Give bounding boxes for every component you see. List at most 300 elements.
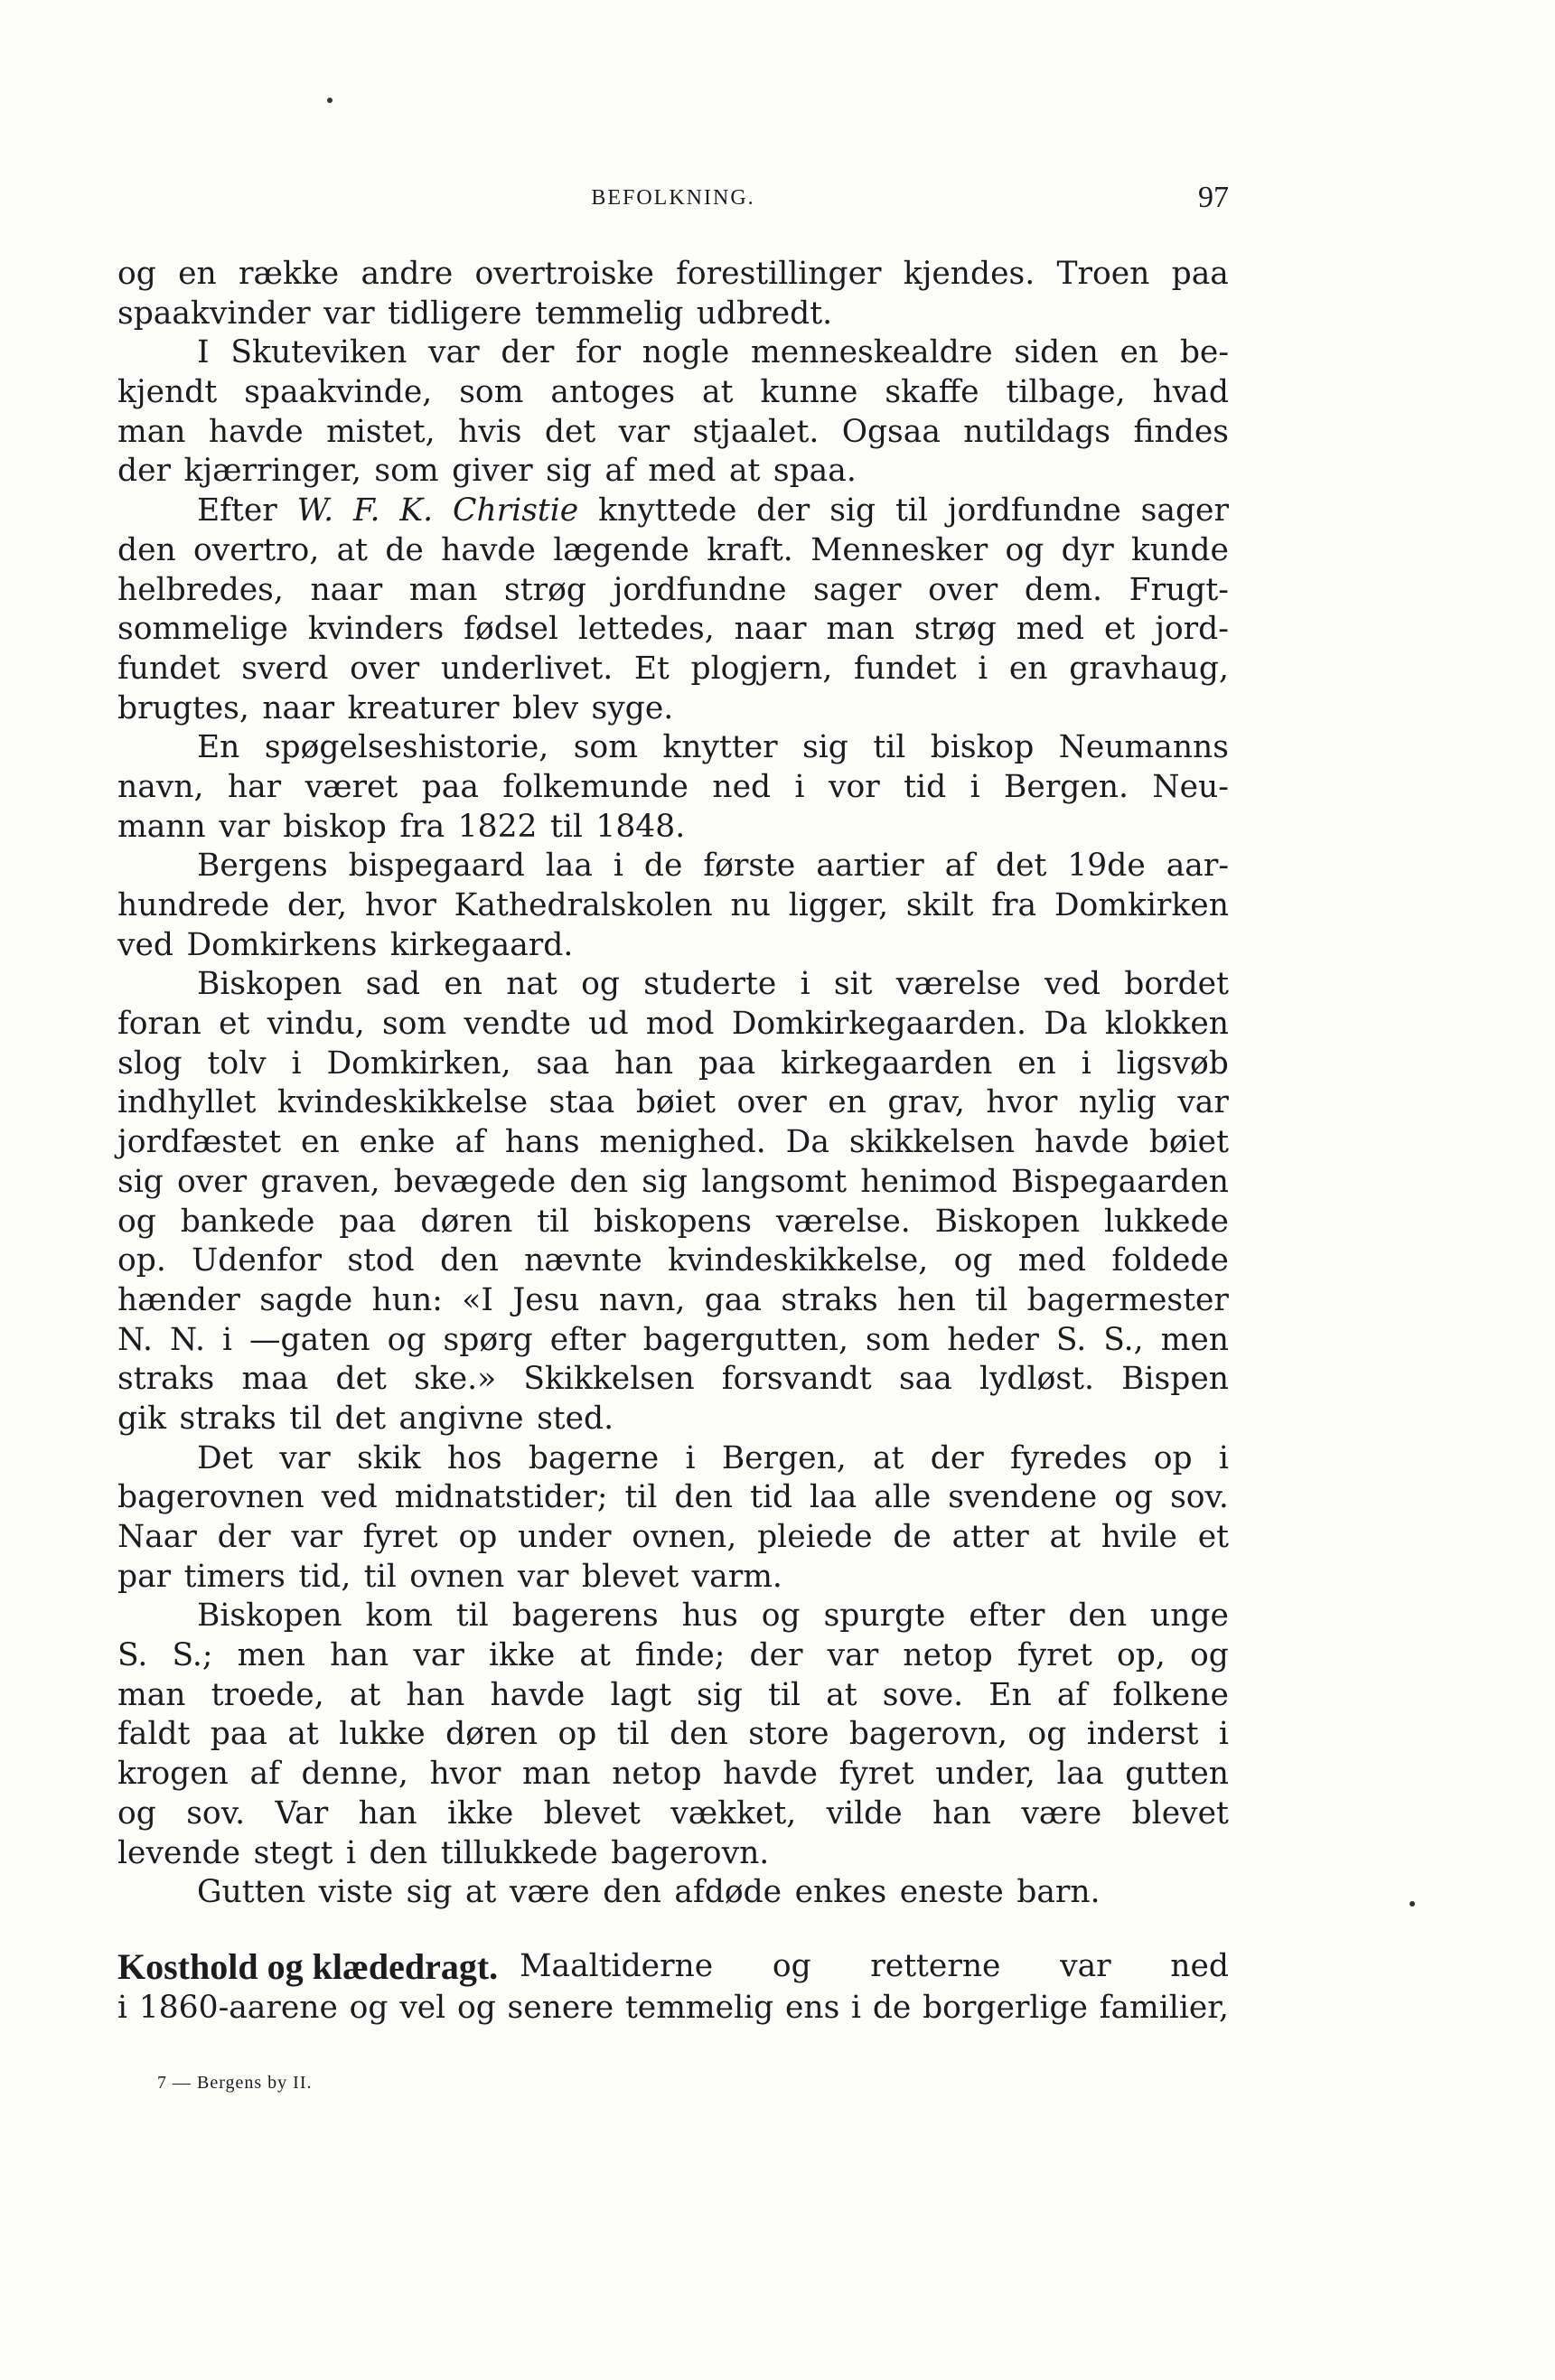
word: Efter	[197, 492, 277, 529]
word: vel	[399, 1989, 446, 2026]
word: sagde	[259, 1281, 353, 1318]
word: sig	[697, 1676, 743, 1713]
word: syge.	[591, 689, 674, 726]
word: naar	[734, 611, 807, 648]
word: sager	[813, 571, 902, 608]
word: S.;	[172, 1637, 213, 1674]
word: Christie	[453, 492, 579, 529]
word: stegt	[253, 1834, 333, 1871]
word: foran	[117, 1006, 201, 1043]
word: Bergens	[197, 848, 328, 885]
word: Var	[275, 1794, 329, 1832]
word: par	[117, 1558, 172, 1595]
word: tilbage,	[1006, 374, 1126, 411]
word: hen	[897, 1281, 956, 1318]
word: mistet,	[326, 413, 436, 450]
word: Naar	[117, 1519, 197, 1555]
word: lægende	[553, 531, 689, 568]
word: at	[873, 1439, 904, 1476]
word: spaa.	[773, 453, 857, 490]
text-line	[117, 1518, 1229, 1558]
text-line	[117, 1794, 1229, 1834]
word: heder	[947, 1321, 1039, 1358]
word: Udenfor	[192, 1242, 322, 1279]
word: vor	[828, 768, 880, 805]
word: den	[674, 1479, 734, 1516]
word: kvindeskikkelse,	[668, 1242, 929, 1279]
word: været	[304, 768, 398, 805]
word: til	[363, 1558, 397, 1595]
word: paa	[698, 1045, 756, 1082]
word: og	[761, 1598, 801, 1635]
word: og	[1005, 531, 1044, 568]
word: at	[826, 1676, 857, 1713]
text-line	[117, 650, 1229, 689]
word: de	[643, 848, 683, 885]
word: og	[1190, 1637, 1229, 1674]
text-line	[117, 1360, 1229, 1400]
word: op,	[1117, 1637, 1166, 1674]
word: Domkirken	[1054, 887, 1229, 923]
word: en	[1017, 1045, 1056, 1082]
word: var	[219, 808, 270, 845]
word: i	[1218, 1716, 1229, 1753]
word: den	[603, 1874, 661, 1911]
text-line	[117, 492, 1229, 531]
word: fyret	[838, 1756, 914, 1793]
word: den	[1068, 1598, 1128, 1635]
word: i	[800, 966, 810, 1003]
word: nutildags	[963, 413, 1111, 450]
word: plogjern,	[690, 650, 833, 687]
word: gutten	[1125, 1756, 1229, 1793]
word: kunde	[1131, 531, 1229, 568]
text-line	[117, 1242, 1229, 1281]
word: Neumanns	[1058, 729, 1229, 766]
word: var	[279, 1439, 331, 1476]
word: foldede	[1111, 1242, 1229, 1279]
word: sig	[829, 492, 876, 529]
word: store	[748, 1716, 829, 1753]
word: I	[197, 334, 210, 371]
word: nat	[506, 966, 557, 1003]
word: døren	[445, 1716, 539, 1753]
text-line	[117, 847, 1229, 886]
word: eneste	[899, 1874, 1004, 1911]
word: han	[358, 1794, 417, 1832]
word: jordfundne	[947, 492, 1121, 529]
word: kjendes.	[903, 256, 1035, 292]
word: sit	[833, 966, 873, 1003]
word: at	[464, 1874, 497, 1911]
text-line	[117, 295, 1229, 334]
word: kvindeskikkelse	[276, 1084, 529, 1121]
word: ske.»	[414, 1361, 497, 1398]
word: forsvandt	[721, 1361, 872, 1398]
word: det	[335, 1361, 387, 1398]
text-line	[117, 413, 1229, 453]
text-line	[117, 1321, 1229, 1361]
word: havde	[490, 1676, 585, 1713]
text-line	[117, 333, 1229, 373]
word: at	[336, 531, 369, 568]
word: sig	[406, 1874, 453, 1911]
word: en	[178, 256, 217, 292]
word: enke	[359, 1124, 436, 1161]
word: graven,	[260, 1163, 380, 1200]
word: var	[291, 1519, 342, 1555]
word: sig	[802, 729, 848, 766]
word: hvor	[364, 887, 436, 923]
word: som	[374, 453, 439, 490]
word: levende	[117, 1834, 241, 1871]
word: antoges	[550, 374, 676, 411]
word: være	[1021, 1794, 1102, 1832]
word: grav,	[887, 1084, 965, 1121]
word: til	[895, 492, 928, 529]
word: underlivet.	[440, 650, 614, 687]
word: paa	[339, 1203, 397, 1240]
word: varm.	[691, 1558, 782, 1595]
text-line	[117, 1400, 1229, 1439]
word: barn.	[1016, 1874, 1101, 1911]
word: skik	[357, 1439, 421, 1476]
word: «I	[462, 1281, 493, 1318]
word: temmelig	[535, 295, 684, 332]
word: folkene	[1112, 1676, 1229, 1713]
paragraph	[117, 847, 1229, 965]
word: Ogsaa	[841, 413, 941, 450]
word: K.	[399, 492, 434, 529]
word: overtroiske	[474, 256, 654, 292]
word: over	[176, 1163, 248, 1200]
word: og	[581, 966, 621, 1003]
word: havde	[441, 531, 536, 568]
word: som	[381, 1006, 447, 1043]
body-text	[117, 255, 1229, 2029]
word: af	[944, 848, 976, 885]
text-line	[117, 1045, 1229, 1084]
word: og	[349, 1989, 389, 2026]
word: nu	[730, 887, 771, 923]
word: paa	[1171, 256, 1229, 292]
text-line	[117, 1281, 1229, 1321]
text-line	[117, 1715, 1229, 1755]
word: hvor	[429, 1756, 501, 1793]
word: —gaten	[249, 1321, 370, 1358]
word: til	[455, 1598, 489, 1635]
word: gik	[117, 1400, 167, 1437]
word: havde	[208, 413, 304, 450]
word: udbredt.	[696, 295, 833, 332]
word: et	[1103, 611, 1136, 648]
word: var	[323, 295, 375, 332]
word: bagermester	[1026, 1281, 1229, 1318]
word: med	[1017, 1242, 1087, 1279]
word: at	[579, 1637, 611, 1674]
word: 19de	[1067, 848, 1146, 885]
word: fyret	[1016, 1637, 1092, 1674]
word: hvile	[1101, 1519, 1177, 1555]
word: Da	[785, 1124, 829, 1161]
text-line	[117, 926, 1229, 966]
word: til	[873, 729, 906, 766]
word: bispegaard	[348, 848, 525, 885]
word: han	[330, 1637, 389, 1674]
word: svendene	[948, 1479, 1098, 1516]
word: til	[289, 1400, 323, 1437]
word: at	[1049, 1519, 1081, 1555]
word: straks	[179, 1400, 276, 1437]
running-head: BEFOLKNING.	[591, 186, 755, 210]
word: var	[428, 334, 480, 371]
footer-signature: 7 — Bergens by II.	[157, 2073, 313, 2093]
word: straks	[117, 1361, 215, 1398]
word: bagerovn,	[848, 1716, 1008, 1753]
paragraph	[117, 1873, 1229, 1913]
word: Biskopen	[934, 1203, 1081, 1240]
word: Gutten	[197, 1874, 306, 1911]
word: har	[227, 768, 282, 805]
word: Bergen.	[1004, 768, 1129, 805]
word: laa	[810, 1479, 857, 1516]
text-line	[117, 1005, 1229, 1045]
word: af	[604, 453, 635, 490]
word: ikke	[446, 1794, 514, 1832]
word: langsomt	[701, 1163, 848, 1200]
word: hænder	[117, 1281, 240, 1318]
word: andre	[361, 256, 454, 292]
word: mann	[117, 808, 206, 845]
word: netop	[903, 1637, 993, 1674]
word: var	[1060, 1947, 1111, 1984]
word: vendte	[464, 1006, 571, 1043]
word: bankede	[180, 1203, 315, 1240]
word: ligsvøb	[1116, 1045, 1229, 1082]
word: krogen	[117, 1756, 229, 1793]
word: op.	[117, 1242, 166, 1279]
word: paa	[421, 768, 479, 805]
word: op	[557, 1716, 597, 1753]
word: der	[756, 492, 810, 529]
text-line	[117, 1597, 1229, 1636]
paragraph	[117, 1439, 1229, 1598]
word: jord-	[1155, 611, 1229, 648]
word: bøiet	[635, 1084, 717, 1121]
paragraph	[117, 333, 1229, 492]
word: S.,	[1103, 1321, 1144, 1358]
word: af	[249, 1756, 280, 1793]
word: værelse	[895, 966, 1021, 1003]
word: bordet	[1124, 966, 1229, 1003]
word: ovnen,	[632, 1519, 737, 1555]
word: havde	[1035, 1124, 1129, 1161]
word: nævnte	[524, 1242, 642, 1279]
word: som	[459, 374, 524, 411]
word: gravhaug,	[1069, 650, 1229, 687]
word: overtro,	[193, 531, 320, 568]
word: være	[509, 1874, 590, 1911]
word: bagergutten,	[642, 1321, 848, 1358]
word: Domkirken,	[326, 1045, 511, 1082]
word: og	[456, 1989, 496, 2026]
word: man	[826, 611, 895, 648]
word: senere	[507, 1989, 614, 2026]
word: et	[219, 1006, 250, 1043]
word: viste	[318, 1874, 394, 1911]
text-line	[117, 452, 1229, 492]
word: staa	[548, 1084, 615, 1121]
word: det	[996, 848, 1047, 885]
word: op	[1153, 1439, 1193, 1476]
word: han	[614, 1045, 674, 1082]
word: blevet	[1131, 1794, 1229, 1832]
word: jordfæstet	[117, 1124, 282, 1161]
text-line	[117, 965, 1229, 1005]
word: at	[728, 453, 761, 490]
word: skikkelsen	[848, 1124, 1016, 1161]
word: Bergen,	[721, 1439, 847, 1476]
word: til	[616, 1716, 650, 1753]
word: man	[522, 1756, 591, 1793]
word: Skikkelsen	[523, 1361, 695, 1398]
word: straks	[781, 1281, 878, 1318]
word: tid,	[298, 1558, 351, 1595]
print-speck	[327, 98, 333, 103]
word: som	[866, 1321, 931, 1358]
word: hun:	[371, 1281, 443, 1318]
word: bevægede	[393, 1163, 557, 1200]
word: og	[387, 1321, 426, 1358]
word: naar	[310, 571, 383, 608]
word: kom	[365, 1598, 433, 1635]
word: hos	[446, 1439, 502, 1476]
word: døren	[420, 1203, 513, 1240]
word: der	[749, 1637, 803, 1674]
word: S.	[117, 1637, 148, 1674]
word: ved	[1044, 966, 1101, 1003]
word: folkemunde	[502, 768, 689, 805]
word: blev	[512, 689, 579, 726]
word: menighed.	[599, 1124, 766, 1161]
word: studerte	[643, 966, 777, 1003]
text-line	[117, 610, 1229, 650]
text-line	[117, 886, 1229, 926]
word: i	[346, 1834, 357, 1871]
word: bagerovnen	[117, 1479, 304, 1516]
word: spaakvinde,	[244, 374, 433, 411]
word: efter	[549, 1321, 626, 1358]
word: over	[350, 650, 420, 687]
word: fra	[991, 887, 1037, 923]
text-line	[117, 531, 1229, 571]
word: sov.	[1170, 1479, 1229, 1516]
text-line	[117, 808, 1229, 848]
word: kjendt	[117, 374, 218, 411]
word: tid	[904, 768, 947, 805]
word: i	[117, 1989, 128, 2026]
word: Frugt-	[1129, 571, 1229, 608]
word: be-	[1179, 334, 1229, 371]
paragraph	[117, 255, 1229, 333]
word: S.	[1055, 1321, 1087, 1358]
word: sig	[642, 1163, 689, 1200]
word: som	[573, 729, 638, 766]
word: af	[454, 1124, 485, 1161]
word: fyredes	[1010, 1439, 1128, 1476]
word: men	[237, 1637, 306, 1674]
word: fødsel	[464, 611, 558, 648]
word: over	[928, 571, 998, 608]
word: biskopens	[594, 1203, 752, 1240]
word: at	[702, 374, 734, 411]
word: de	[385, 531, 424, 568]
word: 1860-aarene	[138, 1989, 338, 2026]
word: hus	[681, 1598, 738, 1635]
word: kirkegaard.	[389, 926, 574, 963]
word: timers	[183, 1558, 286, 1595]
word: med	[1016, 611, 1085, 648]
paragraphs-container	[117, 255, 1229, 1913]
word: hundrede	[117, 887, 270, 923]
word: paa	[210, 1716, 267, 1753]
word: menneskealdre	[751, 334, 993, 371]
word: navn,	[598, 1281, 686, 1318]
word: indhyllet	[117, 1084, 257, 1121]
word: lukkede	[1103, 1203, 1229, 1240]
word: skilt	[905, 887, 974, 923]
word: af	[1056, 1676, 1088, 1713]
word: nogle	[642, 334, 730, 371]
word: i	[851, 1989, 862, 2026]
word: spaakvinder	[117, 295, 311, 332]
word: hans	[504, 1124, 580, 1161]
page-number: 97	[1198, 181, 1229, 214]
word: kvinders	[307, 611, 445, 648]
word: sig	[546, 453, 592, 490]
word: Domkirkens	[186, 926, 378, 963]
word: Bispen	[1121, 1361, 1229, 1398]
word: det	[334, 1400, 387, 1437]
word: aar-	[1166, 848, 1229, 885]
text-line	[117, 1873, 1229, 1913]
word: fundet	[117, 650, 220, 687]
word: og	[1114, 1479, 1154, 1516]
word: vindu,	[267, 1006, 365, 1043]
word: og	[953, 1242, 993, 1279]
word: tolv	[207, 1045, 267, 1082]
word: siden	[1014, 334, 1099, 371]
text-line	[117, 255, 1229, 295]
word: i	[1218, 1439, 1229, 1476]
text-line	[117, 1478, 1229, 1518]
word: havde	[723, 1756, 818, 1793]
word: han	[932, 1794, 992, 1832]
text-line	[117, 373, 1229, 413]
word: aartier	[816, 848, 924, 885]
word: række	[239, 256, 340, 292]
word: at	[287, 1716, 319, 1753]
word: netop	[612, 1756, 702, 1793]
word: ens	[784, 1989, 840, 2026]
word: strøg	[504, 571, 586, 608]
word: fundet	[853, 650, 957, 687]
word: lettedes,	[577, 611, 715, 648]
word: en	[1008, 650, 1048, 687]
section-heading: Kosthold og klædedragt.	[117, 1945, 499, 1987]
text-line	[117, 1636, 1229, 1676]
word: helbredes,	[117, 571, 284, 608]
